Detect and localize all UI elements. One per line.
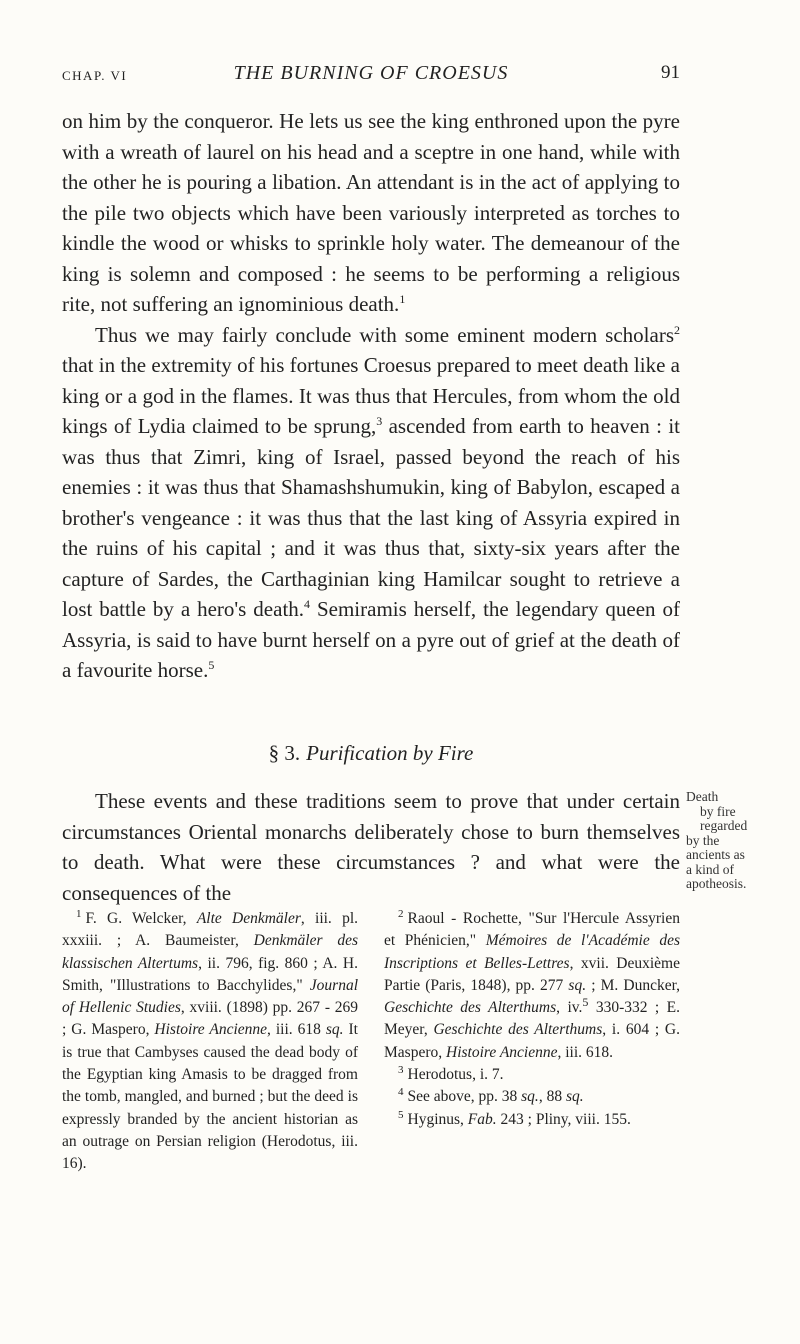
footnote-3: $^3$ Herodotus, i. 7. bbox=[398, 1063, 504, 1084]
section-body bbox=[62, 786, 680, 908]
footnote-ref-5: 5 bbox=[208, 658, 215, 672]
chapter-label: CHAP. VI bbox=[62, 68, 128, 83]
page-number: 91 bbox=[661, 62, 680, 83]
section-number: § 3. bbox=[268, 741, 301, 765]
footnote-ref-2: 2 bbox=[674, 322, 680, 337]
running-header bbox=[62, 62, 680, 92]
footnote-column-left bbox=[62, 908, 358, 1176]
paragraph-1: on him by the conqueror. He lets us see the king enthroned upon the pyre with a wreath of laurel on his head and a sceptre in one hand, while with the other he is pouring a libation. An attendant is in the act of applying to the pile two objects which have been variously interpreted as torches to kindle the wood or whisks to sprinkle holy water. The demeanour of the king is solemn and composed : he seems to be performing a religious rite, not suffering an ignominious death.$^1$ bbox=[62, 109, 680, 316]
main-text bbox=[62, 106, 680, 686]
footnote-4: $^4$ See above, pp. 38 sq., 88 sq. bbox=[398, 1086, 584, 1106]
running-title: THE BURNING OF CROESUS bbox=[233, 62, 509, 84]
footnote-2: $^2$ Raoul - Rochette, "Sur l'Hercule Assyrien et Phénicien," Mémoires de l'Académie des Inscriptions et Belles-Lettres, xvii. Deuxième Partie (Paris, 1848), pp. 277 sq. ; M. Duncker, Geschichte des Alterthums, iv.$^5$ 330-332 ; E. Meyer, Geschichte des Alterthums, i. 604 ; G. Maspero, Histoire Ancienne, iii. 618. bbox=[384, 907, 681, 1061]
footnote-1: $^1$ F. G. Welcker, Alte Denkmäler, iii. pl. xxxiii. ; A. Baumeister, Denkmäler des klassischen Altertums, ii. 796, fig. 860 ; A. H. Smith, "Illustrations to Bacchylides," Journal of Hellenic Studies, xviii. (1898) pp. 267 - 269 ; G. Maspero, Histoire Ancienne, iii. 618 sq. It is true that Cambyses caused the dead body of the Egyptian king Amasis to be dragged from the tomb, mangled, and burned ; but the deed is expressly branded by the ancient historian as an outrage on Persian religion (Herodotus, iii. 16). bbox=[62, 907, 358, 1173]
footnote-ref-4: 4 bbox=[304, 597, 311, 611]
margin-note: Death by fire regarded by the ancients as a kind of apotheosis. bbox=[686, 789, 748, 891]
footnote-column-right bbox=[384, 908, 680, 1131]
section-title: Purification by Fire bbox=[306, 741, 474, 765]
footnote-ref-1: 1 bbox=[399, 292, 406, 306]
footnote-ref-3: 3 bbox=[376, 414, 383, 428]
footnotes bbox=[62, 908, 680, 1328]
section-heading bbox=[62, 741, 680, 766]
paragraph-3: These events and these traditions seem to prove that under certain circumstances Oriental monarchs deliberately chose to burn themselves to death. What were these circumstances ? and what were the consequences of the bbox=[62, 789, 680, 905]
paragraph-2: Thus we may fairly conclude with some eminent modern scholars$^2$ that in the extremity of his fortunes Croesus prepared to meet death like a king or a god in the flames. It was thus that Hercules, from whom the old kings of Lydia claimed to be sprung,$^3$ ascended from earth to heaven : it was thus that Zimri, king of Israel, passed beyond the reach of his enemies : it was thus that Shamashshumukin, king of Babylon, escaped a brother's vengeance : it was thus that the last king of Assyria expired in the ruins of his capital ; and it was thus that, sixty-six years after the capture of Sardes, the Carthaginian king Hamilcar sought to retrieve a lost battle by a hero's death.$^4$ Semiramis herself, the legendary queen of Assyria, is said to have burnt herself on a pyre out of grief at the death of a favourite horse.$^5$ bbox=[62, 322, 680, 682]
footnote-5: $^5$ Hyginus, Fab. 243 ; Pliny, viii. 155. bbox=[398, 1108, 631, 1128]
